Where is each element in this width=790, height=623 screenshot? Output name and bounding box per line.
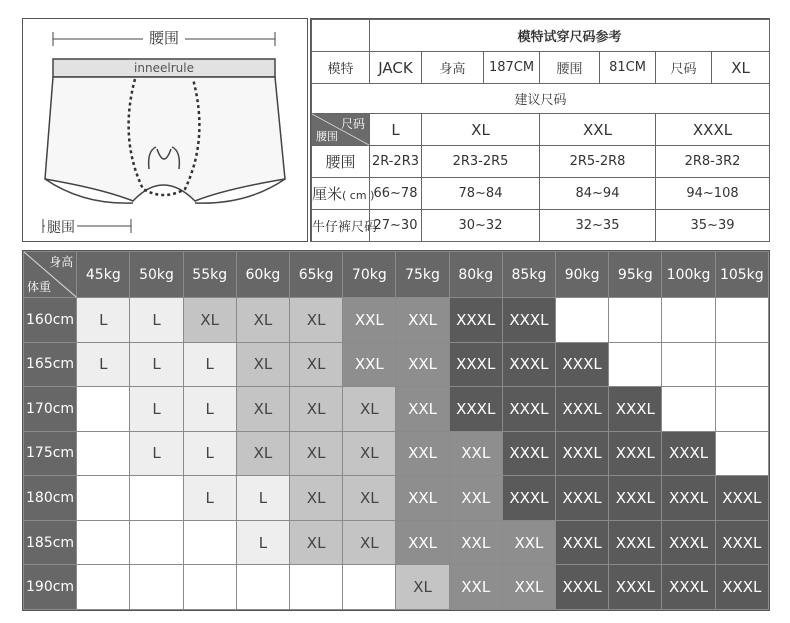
- measure-value: 2R5-2R8: [540, 146, 656, 178]
- size-cell: XXL: [396, 431, 449, 476]
- size-cell: L: [77, 342, 130, 387]
- weight-header: 50kg: [130, 252, 183, 298]
- size-cell: L: [183, 342, 236, 387]
- size-cell: XXXL: [502, 476, 555, 521]
- weight-header: 55kg: [183, 252, 236, 298]
- size-cell: XL: [236, 342, 289, 387]
- measure-value: 35~39: [656, 210, 770, 242]
- size-cell: XXXL: [449, 387, 502, 432]
- size-cell: [77, 565, 130, 610]
- size-cell: [130, 476, 183, 521]
- size-cell: XXXL: [556, 565, 609, 610]
- corner-height-label: 身高: [49, 255, 74, 269]
- size-cell: XXXL: [502, 298, 555, 343]
- size-cell: XXL: [449, 431, 502, 476]
- height-header: 160cm: [24, 298, 77, 343]
- height-header: 190cm: [24, 565, 77, 610]
- size-cell: L: [130, 387, 183, 432]
- measure-value: 30~32: [422, 210, 540, 242]
- size-cell: XXXL: [715, 520, 768, 565]
- model-label: 模特: [312, 52, 370, 84]
- waist-label: 腰围: [143, 27, 185, 48]
- model-name: JACK: [370, 52, 422, 84]
- size-cell: XL: [236, 298, 289, 343]
- size-cell: XXXL: [609, 565, 662, 610]
- measure-name: 牛仔裤尺码: [312, 220, 378, 235]
- size-cell: L: [77, 298, 130, 343]
- size-cell: [662, 298, 715, 343]
- size-cell: XXXL: [502, 387, 555, 432]
- corner-size-label: 尺码: [340, 117, 365, 131]
- size-cell: [77, 476, 130, 521]
- measure-value: 2R3-2R5: [422, 146, 540, 178]
- measure-value: 2R-2R3: [370, 146, 422, 178]
- size-cell: [715, 298, 768, 343]
- size-cell: XL: [290, 342, 343, 387]
- weight-header: 65kg: [290, 252, 343, 298]
- size-cell: XXL: [449, 520, 502, 565]
- size-cell: XL: [290, 431, 343, 476]
- weight-header: 95kg: [609, 252, 662, 298]
- size-header: XXXL: [656, 114, 770, 146]
- suggest-size-heading: 建议尺码: [312, 84, 770, 114]
- size-cell: XL: [290, 476, 343, 521]
- size-cell: XL: [290, 298, 343, 343]
- size-cell: XXXL: [715, 476, 768, 521]
- size-grid: [22, 250, 770, 611]
- size-cell: XXXL: [662, 520, 715, 565]
- height-header: 165cm: [24, 342, 77, 387]
- size-cell: XXXL: [502, 431, 555, 476]
- size-cell: [77, 387, 130, 432]
- size-cell: XL: [343, 387, 396, 432]
- height-row: [24, 565, 769, 610]
- size-cell: L: [183, 431, 236, 476]
- height-header: 185cm: [24, 520, 77, 565]
- measure-value: 78~84: [422, 178, 540, 210]
- size-cell: [343, 565, 396, 610]
- size-waist-corner: [312, 114, 370, 146]
- size-cell: XL: [396, 565, 449, 610]
- size-cell: XXXL: [556, 431, 609, 476]
- size-cell: XXL: [502, 520, 555, 565]
- height-row: [24, 298, 769, 343]
- size-cell: XXXL: [662, 431, 715, 476]
- size-cell: [715, 342, 768, 387]
- measure-name: 厘米: [312, 185, 343, 203]
- size-cell: L: [130, 298, 183, 343]
- height-row: [24, 431, 769, 476]
- size-value: XL: [712, 52, 770, 84]
- measure-row-label: [312, 210, 378, 242]
- weight-header: 80kg: [449, 252, 502, 298]
- measure-value: 94~108: [656, 178, 770, 210]
- weight-header: 75kg: [396, 252, 449, 298]
- size-cell: XXXL: [556, 342, 609, 387]
- measure-value: 2R8-3R2: [656, 146, 770, 178]
- height-row: [24, 387, 769, 432]
- size-cell: L: [130, 431, 183, 476]
- weight-header: 70kg: [343, 252, 396, 298]
- measure-row-label: [312, 146, 370, 178]
- size-cell: [130, 565, 183, 610]
- underwear-illustration: [22, 18, 308, 242]
- waist-label: 腰围: [540, 52, 600, 84]
- height-header: 175cm: [24, 431, 77, 476]
- height-header: 170cm: [24, 387, 77, 432]
- size-cell: XXXL: [609, 431, 662, 476]
- size-cell: XL: [236, 387, 289, 432]
- size-cell: [183, 565, 236, 610]
- weight-header: 45kg: [77, 252, 130, 298]
- size-cell: XXL: [396, 387, 449, 432]
- size-cell: XXXL: [556, 476, 609, 521]
- size-cell: XXXL: [502, 342, 555, 387]
- size-cell: [609, 342, 662, 387]
- measure-unit: ( cm ): [342, 189, 375, 202]
- weight-header: 90kg: [556, 252, 609, 298]
- size-label: 尺码: [656, 52, 712, 84]
- height-weight-corner: [24, 252, 77, 298]
- weight-header: 60kg: [236, 252, 289, 298]
- size-cell: XXXL: [609, 476, 662, 521]
- size-cell: XXXL: [715, 565, 768, 610]
- weight-header: 100kg: [662, 252, 715, 298]
- size-cell: [130, 520, 183, 565]
- height-header: 180cm: [24, 476, 77, 521]
- size-cell: L: [236, 520, 289, 565]
- corner-waist-label: 腰围: [316, 130, 338, 143]
- weight-header: 105kg: [715, 252, 768, 298]
- size-cell: [77, 520, 130, 565]
- size-cell: [556, 298, 609, 343]
- size-cell: XXL: [396, 342, 449, 387]
- size-header: XL: [422, 114, 540, 146]
- size-cell: [715, 431, 768, 476]
- size-cell: XL: [236, 431, 289, 476]
- size-header: XXL: [540, 114, 656, 146]
- size-cell: XL: [343, 520, 396, 565]
- size-cell: XXL: [449, 476, 502, 521]
- model-title-blank: [312, 20, 370, 52]
- size-cell: XXL: [396, 298, 449, 343]
- waist-value: 81CM: [600, 52, 656, 84]
- size-cell: L: [236, 476, 289, 521]
- height-row: [24, 476, 769, 521]
- height-label: 身高: [422, 52, 484, 84]
- size-cell: XL: [343, 431, 396, 476]
- size-cell: XXXL: [609, 387, 662, 432]
- size-cell: L: [183, 476, 236, 521]
- boxer-brief-drawing: [23, 19, 307, 241]
- size-cell: XXL: [396, 476, 449, 521]
- size-cell: XL: [343, 476, 396, 521]
- weight-header: 85kg: [502, 252, 555, 298]
- size-cell: XL: [290, 387, 343, 432]
- measure-value: 32~35: [540, 210, 656, 242]
- size-cell: XXXL: [556, 520, 609, 565]
- model-reference-table: [310, 18, 770, 242]
- size-cell: XXXL: [556, 387, 609, 432]
- size-cell: XXL: [343, 298, 396, 343]
- size-cell: XXL: [449, 565, 502, 610]
- size-cell: XXXL: [662, 565, 715, 610]
- size-cell: [609, 298, 662, 343]
- height-row: [24, 342, 769, 387]
- measure-name: 腰围: [325, 153, 356, 171]
- height-row: [24, 520, 769, 565]
- model-title: 模特试穿尺码参考: [370, 20, 770, 52]
- size-cell: [290, 565, 343, 610]
- corner-weight-label: 体重: [27, 280, 52, 294]
- leg-label: 腿围: [45, 217, 77, 237]
- size-cell: XXXL: [449, 342, 502, 387]
- size-cell: [662, 387, 715, 432]
- measure-value: 66~78: [370, 178, 422, 210]
- size-cell: XL: [290, 520, 343, 565]
- height-value: 187CM: [484, 52, 540, 84]
- size-cell: [715, 387, 768, 432]
- size-header: L: [370, 114, 422, 146]
- size-cell: [662, 342, 715, 387]
- size-cell: XXXL: [609, 520, 662, 565]
- size-cell: XXL: [396, 520, 449, 565]
- size-cell: XXL: [502, 565, 555, 610]
- size-cell: XXXL: [449, 298, 502, 343]
- size-cell: L: [183, 387, 236, 432]
- size-cell: [183, 520, 236, 565]
- size-cell: L: [130, 342, 183, 387]
- measure-value: 27~30: [370, 210, 422, 242]
- size-cell: XL: [183, 298, 236, 343]
- measure-row-label: [312, 178, 375, 210]
- size-cell: XXXL: [662, 476, 715, 521]
- size-cell: [236, 565, 289, 610]
- size-cell: [77, 431, 130, 476]
- measure-value: 84~94: [540, 178, 656, 210]
- brand-text: inneelrule: [134, 61, 194, 75]
- size-cell: XXL: [343, 342, 396, 387]
